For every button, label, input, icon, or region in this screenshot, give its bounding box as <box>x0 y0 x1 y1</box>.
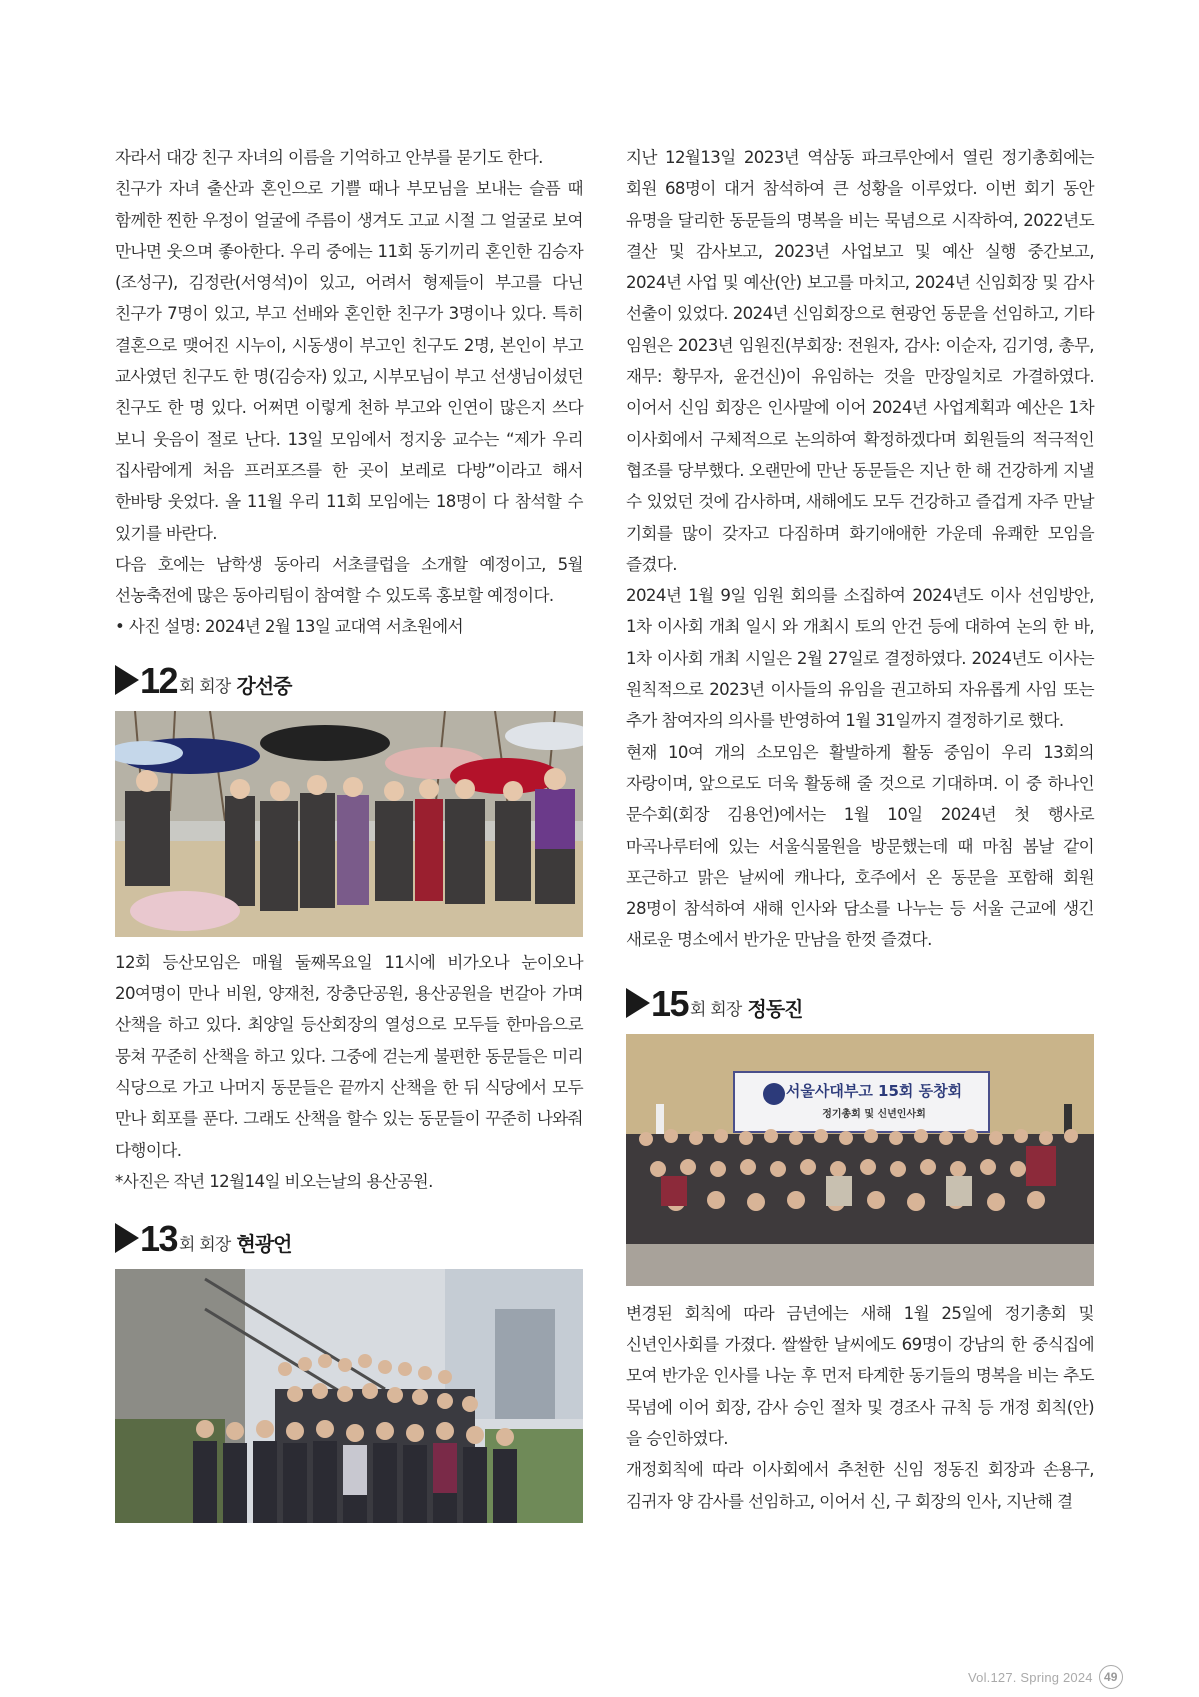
triangle-marker-icon <box>115 1223 139 1253</box>
triangle-marker-icon <box>626 988 650 1018</box>
body-paragraph: 지난 12월13일 2023년 역삼동 파크루안에서 열린 정기총회에는 회원 68명이 대거 참석하여 큰 성황을 이루었다. 이번 회기 동안 유명을 달리한 동문들의 명복을 비는 묵념으로 시작하여, 2022년도 결산 및 감사보고, 2023년 사업보고 및 예산 실행 중간보고, 2024년 사업 및 예산(안) 보고를 마치고, 2024년 신임회장 및 감사 선출이 있었다. 2024년 신임회장으로 현광언 동문을 선임하고, 기타 임원은 2023년 임원진(부회장: 전원자, 감사: 이순자, 김기영, 총무, 재무: 황무자, 윤건신)이 유임하는 것을 만장일치로 가결하였다. 이어서 신임 회장은 인사말에 이어 2024년 사업계획과 예산은 1차 이사회에서 구체적으로 논의하여 확정하겠다며 회원들의 적극적인 협조를 당부했다. 오랜만에 만난 동문들은 지난 한 해 건강하게 지낼 수 있었던 것에 감사하며, 새해에도 모두 건강하고 즐겁게 자주 만날 기회를 많이 갖자고 다짐하며 화기애애한 가운데 유쾌한 모임을 즐겼다. <box>626 148 1094 574</box>
issue-label: Vol.127. Spring 2024 <box>968 1669 1093 1685</box>
section-number: 15 <box>651 982 689 1024</box>
left-column <box>115 142 583 1523</box>
triangle-marker-icon <box>115 665 139 695</box>
photo-group-stairs <box>115 1269 583 1523</box>
body-paragraph: 변경된 회칙에 따라 금년에는 새해 1월 25일에 정기총회 및 신년인사회를 가졌다. 쌀쌀한 날씨에도 69명이 강남의 한 중식집에 모여 반가운 인사를 나눈 후 먼저 타계한 동기들의 명복을 비는 추도 묵념에 이어 회장, 감사 승인 절차 및 경조사 규칙 등 개정 회칙(안)을 승인하였다. <box>626 1303 1094 1448</box>
section-role: 회 회장 <box>690 999 742 1020</box>
photo-banquet-group <box>626 1034 1094 1286</box>
body-paragraph: 2024년 1월 9일 임원 회의를 소집하여 2024년도 이사 선임방안, 1차 이사회 개최 일시 와 개최시 토의 안건 등에 대하여 논의 한 바, 1차 이사회 개최 시일은 2월 27일로 결정하였다. 2024년도 이사는 원칙적으로 2023년 이사들의 유임을 권고하되 자유롭게 사임 또는 추가 참여자의 의사를 반영하여 1월 31일까지 결정하기로 했다. <box>626 586 1094 731</box>
section-president-name: 강선중 <box>236 673 292 698</box>
body-paragraph: 자라서 대강 친구 자녀의 이름을 기억하고 안부를 묻기도 한다. <box>115 148 543 167</box>
section-role: 회 회장 <box>179 676 231 697</box>
section-president-name: 정동진 <box>747 996 803 1021</box>
photo-caption: *사진은 작년 12월14일 비오는날의 용산공원. <box>115 1171 433 1191</box>
section-number: 13 <box>140 1218 178 1260</box>
body-paragraph: 현재 10여 개의 소모임은 활발하게 활동 중임이 우리 13회의 자랑이며, 앞으로도 더욱 활동해 줄 것으로 기대하며. 이 중 하나인 문수회(회장 김용언)에서는 1월 10일 2024년 첫 행사로 마곡나루터에 있는 서울식물원을 방문했는데 때 마침 봄날 같이 포근하고 맑은 날씨에 캐나다, 호주에서 온 동문을 포함해 회원 28명이 참석하여 새해 인사와 담소를 나누는 등 서울 근교에 생긴 새로운 명소에서 반가운 만남을 한껏 즐겼다. <box>626 742 1094 950</box>
photo-hiking-umbrellas <box>115 711 583 937</box>
body-paragraph: 다음 호에는 남학생 동아리 서초클럽을 소개할 예정이고, 5월 선농축전에 많은 동아리팀이 참여할 수 있도록 홍보할 예정이다. <box>115 554 583 606</box>
right-column <box>626 142 1094 1517</box>
banner-title: 서울사대부고 15회 동창회 <box>785 1081 963 1100</box>
page-footer <box>968 1665 1123 1689</box>
page-number: 49 <box>1099 1665 1123 1689</box>
section-president-name: 현광언 <box>236 1232 292 1257</box>
section-heading-12 <box>115 655 583 699</box>
body-paragraph: 개정회칙에 따라 이사회에서 추천한 신임 정동진 회장과 손용구, 김귀자 양 감사를 선임하고, 이어서 신, 구 회장의 인사, 지난해 결 <box>626 1460 1094 1511</box>
body-paragraph: 친구가 자녀 출산과 혼인으로 기쁠 때나 부모님을 보내는 슬픔 때 함께한 찐한 우정이 얼굴에 주름이 생겨도 고교 시절 그 얼굴로 보여 만나면 웃으며 좋아한다. 우리 중에는 11회 동기끼리 혼인한 김승자(조성구), 김정란(서영석)이 있고, 어려서 형제들이 부고를 다닌 친구가 7명이 있고, 부고 선배와 혼인한 친구가 3명이나 있다. 특히 결혼으로 맺어진 시누이, 시동생이 부고인 친구도 2명, 본인이 부고 교사였던 친구도 한 명(김승자) 있고, 시부모님이 부고 선생님이셨던 친구도 한 명 있다. 어쩌면 이렇게 천하 부고와 인연이 많은지 쓰다 보니 웃음이 절로 난다. 13일 모임에서 정지웅 교수는 “제가 우리 집사람에게 처음 프러포즈를 한 곳이 보레로 다방”이라고 해서 한바탕 웃었다. 올 11월 우리 11회 모임에는 18명이 다 참석할 수 있기를 바란다. <box>115 179 583 543</box>
section-role: 회 회장 <box>179 1235 231 1256</box>
section-number: 12 <box>140 659 178 701</box>
photo-caption: • 사진 설명: 2024년 2월 13일 교대역 서초원에서 <box>115 617 464 637</box>
section-heading-13 <box>115 1213 583 1260</box>
section-heading-15 <box>626 978 1094 1022</box>
banner-subtitle: 정기총회 및 신년인사회 <box>822 1108 926 1120</box>
body-paragraph: 12회 등산모임은 매월 둘째목요일 11시에 비가오나 눈이오나 20여명이 만나 비원, 양재천, 장충단공원, 용산공원을 번갈아 가며 산책을 하고 있다. 최양일 등산회장의 열성으로 모두들 한마음으로 뭉쳐 꾸준히 산책을 하고 있다. 그중에 걷는게 불편한 동문들은 미리 식당으로 가고 나머지 동문들은 끝까지 산책을 한 뒤 식당에서 모두 만나 회포를 푼다. 그래도 산책을 할수 있는 동문들이 꾸준히 나와줘 다행이다. <box>115 952 583 1160</box>
